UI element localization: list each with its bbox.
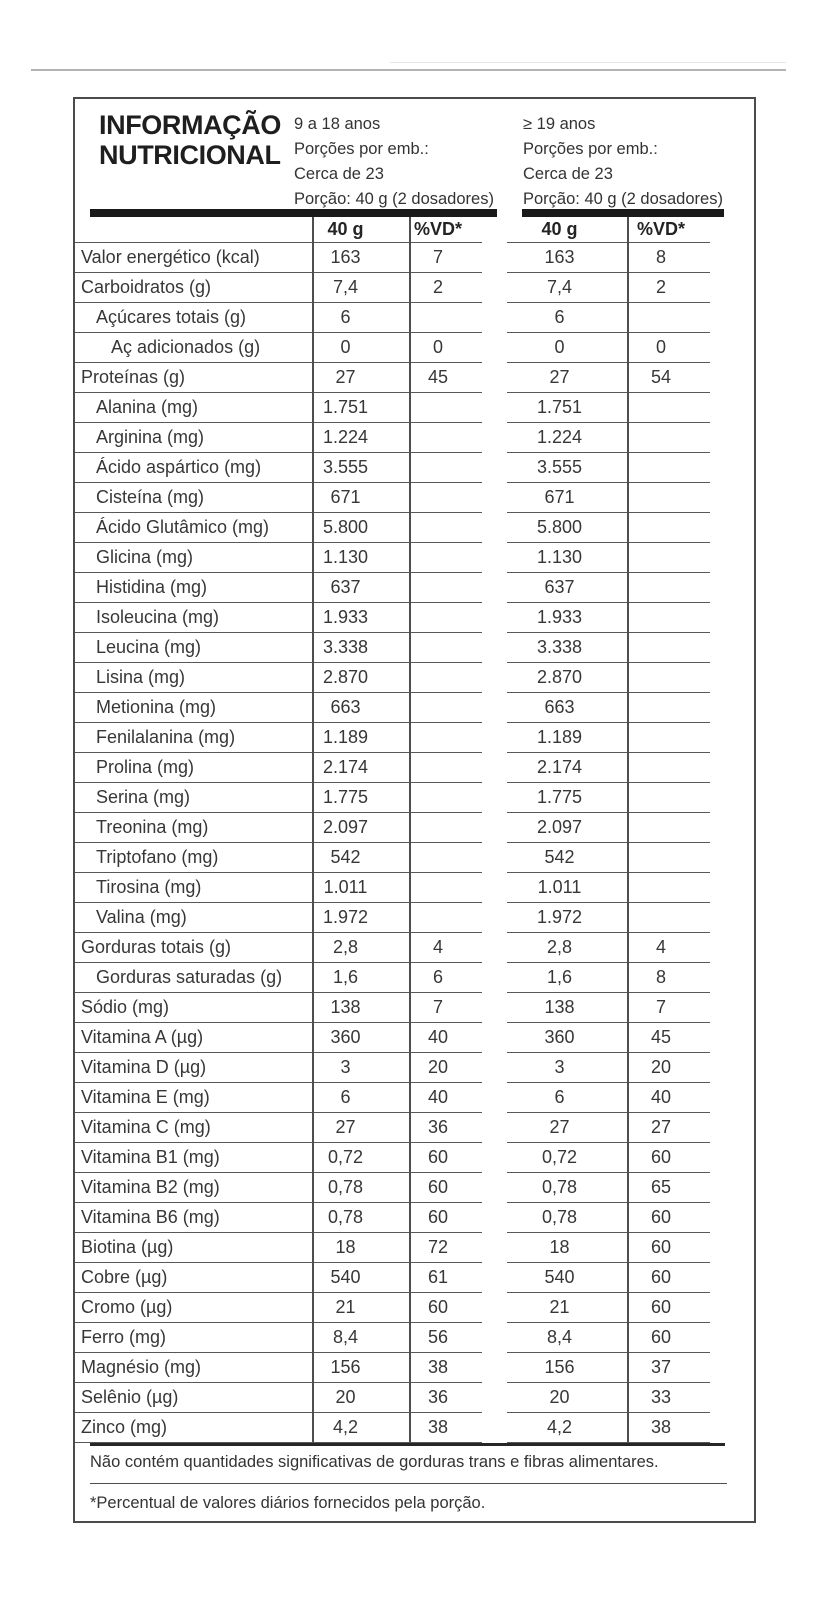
row-label: Histidina (mg) xyxy=(96,577,208,597)
table-row xyxy=(75,423,754,453)
amount-cell-a: 1.751 xyxy=(322,397,369,417)
dv-cell-a: 45 xyxy=(427,367,449,387)
table-row xyxy=(75,783,754,813)
amount-cell-b: 1.189 xyxy=(536,727,583,747)
table-row xyxy=(75,963,754,993)
amount-cell-b: 27 xyxy=(549,367,570,387)
amount-cell-a: 6 xyxy=(340,1087,351,1107)
amount-cell-a: 5.800 xyxy=(322,517,369,537)
amount-cell-a: 27 xyxy=(335,367,356,387)
serving-age-group: 9 a 18 anos xyxy=(294,115,381,133)
column-header-row xyxy=(75,217,754,243)
amount-cell-b: 0,78 xyxy=(541,1177,578,1197)
dv-cell-b: 40 xyxy=(650,1087,672,1107)
dv-cell-a: 20 xyxy=(427,1057,449,1077)
table-row xyxy=(75,303,754,333)
row-label: Vitamina A (µg) xyxy=(81,1027,204,1047)
amount-cell-a: 1,6 xyxy=(332,967,359,987)
row-label: Cisteína (mg) xyxy=(96,487,205,507)
dv-cell-b: 7 xyxy=(655,997,666,1017)
amount-cell-a: 2.097 xyxy=(322,817,369,837)
amount-cell-b: 671 xyxy=(544,487,575,507)
amount-cell-b: 6 xyxy=(554,307,565,327)
amount-cell-b: 3 xyxy=(554,1057,565,1077)
amount-cell-a: 27 xyxy=(335,1117,356,1137)
row-label: Tirosina (mg) xyxy=(96,877,202,897)
row-label: Selênio (µg) xyxy=(81,1387,179,1407)
table-row xyxy=(75,693,754,723)
table-row xyxy=(75,993,754,1023)
panel-title-line2: NUTRICIONAL xyxy=(99,140,281,170)
amount-cell-b: 1.011 xyxy=(537,877,582,897)
amount-cell-b: 21 xyxy=(549,1297,570,1317)
amount-cell-b: 5.800 xyxy=(536,517,583,537)
dv-cell-b: 60 xyxy=(650,1207,672,1227)
row-label: Ácido aspártico (mg) xyxy=(96,457,262,477)
dv-cell-b: 60 xyxy=(650,1327,672,1347)
column-header-dv-a: %VD* xyxy=(413,219,462,239)
row-label: Valor energético (kcal) xyxy=(81,247,260,267)
table-row xyxy=(75,1263,754,1293)
table-row xyxy=(75,1323,754,1353)
table-row xyxy=(75,843,754,873)
table-row xyxy=(75,513,754,543)
amount-cell-b: 1.775 xyxy=(536,787,583,807)
table-row xyxy=(75,813,754,843)
dv-cell-b: 27 xyxy=(650,1117,672,1137)
amount-cell-b: 7,4 xyxy=(546,277,573,297)
amount-cell-a: 1.130 xyxy=(322,547,369,567)
table-row xyxy=(75,873,754,903)
amount-cell-b: 4,2 xyxy=(546,1417,573,1437)
dv-cell-a: 40 xyxy=(427,1027,449,1047)
row-label: Aç adicionados (g) xyxy=(111,337,261,357)
dv-cell-b: 60 xyxy=(650,1237,672,1257)
amount-cell-b: 2.097 xyxy=(536,817,583,837)
amount-cell-b: 3.555 xyxy=(536,457,583,477)
table-row xyxy=(75,633,754,663)
row-label: Cromo (µg) xyxy=(81,1297,173,1317)
servings-per-pack-label: Porções por emb.: xyxy=(523,140,658,158)
table-row xyxy=(75,1413,754,1443)
row-label: Isoleucina (mg) xyxy=(96,607,220,627)
top-divider-faint xyxy=(390,62,786,63)
dv-cell-a: 6 xyxy=(432,967,443,987)
column-header-amount-a: 40 g xyxy=(327,219,364,239)
row-label: Serina (mg) xyxy=(96,787,191,807)
amount-cell-b: 1.933 xyxy=(536,607,583,627)
amount-cell-a: 1.933 xyxy=(322,607,369,627)
dv-cell-b: 60 xyxy=(650,1147,672,1167)
row-label: Valina (mg) xyxy=(96,907,187,927)
amount-cell-b: 2,8 xyxy=(546,937,573,957)
table-row xyxy=(75,1233,754,1263)
dv-cell-a: 7 xyxy=(432,997,443,1017)
nutrition-table xyxy=(75,217,754,1443)
table-row xyxy=(75,1053,754,1083)
amount-cell-b: 20 xyxy=(549,1387,570,1407)
table-bottom-rule xyxy=(90,1443,725,1446)
dv-cell-a: 61 xyxy=(427,1267,449,1287)
amount-cell-a: 0,78 xyxy=(327,1207,364,1227)
row-label: Triptofano (mg) xyxy=(96,847,219,867)
servings-per-pack-value: Cerca de 23 xyxy=(523,165,613,183)
table-row xyxy=(75,933,754,963)
amount-cell-b: 2.870 xyxy=(536,667,583,687)
amount-cell-a: 138 xyxy=(330,997,361,1017)
dv-cell-a: 4 xyxy=(432,937,443,957)
amount-cell-a: 663 xyxy=(330,697,361,717)
row-label: Treonina (mg) xyxy=(96,817,209,837)
amount-cell-a: 540 xyxy=(330,1267,361,1287)
table-row xyxy=(75,1083,754,1113)
dv-cell-b: 60 xyxy=(650,1297,672,1317)
amount-cell-a: 671 xyxy=(330,487,361,507)
amount-cell-b: 163 xyxy=(544,247,575,267)
amount-cell-a: 360 xyxy=(330,1027,361,1047)
amount-cell-b: 0,78 xyxy=(541,1207,578,1227)
amount-cell-a: 8,4 xyxy=(332,1327,359,1347)
amount-cell-a: 163 xyxy=(330,247,361,267)
amount-cell-b: 663 xyxy=(544,697,575,717)
amount-cell-a: 1.224 xyxy=(322,427,369,447)
dv-cell-b: 33 xyxy=(650,1387,672,1407)
dv-cell-b: 2 xyxy=(655,277,666,297)
top-divider xyxy=(31,69,786,71)
table-row xyxy=(75,903,754,933)
dv-cell-a: 60 xyxy=(427,1207,449,1227)
footnote-daily-values: *Percentual de valores diários fornecidos pela porção. xyxy=(90,1494,486,1512)
row-label: Carboidratos (g) xyxy=(81,277,212,297)
serving-info-9-18 xyxy=(294,112,494,212)
dv-cell-b: 60 xyxy=(650,1267,672,1287)
table-row xyxy=(75,543,754,573)
footnote-trans-fat: Não contém quantidades significativas de gorduras trans e fibras alimentares. xyxy=(90,1453,727,1484)
amount-cell-a: 156 xyxy=(330,1357,361,1377)
row-label: Metionina (mg) xyxy=(96,697,217,717)
row-label: Prolina (mg) xyxy=(96,757,195,777)
row-label: Sódio (mg) xyxy=(81,997,170,1017)
amount-cell-b: 1.224 xyxy=(536,427,583,447)
table-row xyxy=(75,1023,754,1053)
table-row xyxy=(75,603,754,633)
amount-cell-b: 18 xyxy=(549,1237,570,1257)
amount-cell-b: 8,4 xyxy=(546,1327,573,1347)
amount-cell-a: 2,8 xyxy=(332,937,359,957)
amount-cell-b: 3.338 xyxy=(536,637,583,657)
row-label: Ácido Glutâmico (mg) xyxy=(96,517,270,537)
amount-cell-a: 542 xyxy=(330,847,361,867)
amount-cell-a: 7,4 xyxy=(332,277,359,297)
dv-cell-b: 20 xyxy=(650,1057,672,1077)
dv-cell-a: 0 xyxy=(432,337,443,357)
row-label: Açúcares totais (g) xyxy=(96,307,247,327)
column-header-dv-b: %VD* xyxy=(636,219,685,239)
amount-cell-a: 1.189 xyxy=(322,727,369,747)
table-row xyxy=(75,483,754,513)
panel-title-line1: INFORMAÇÃO xyxy=(99,110,281,140)
table-row xyxy=(75,243,754,273)
row-label: Vitamina D (µg) xyxy=(81,1057,207,1077)
amount-cell-b: 1.130 xyxy=(536,547,583,567)
amount-cell-a: 0 xyxy=(340,337,351,357)
amount-cell-a: 2.870 xyxy=(322,667,369,687)
amount-cell-b: 0,72 xyxy=(541,1147,578,1167)
amount-cell-a: 3.338 xyxy=(322,637,369,657)
row-label: Proteínas (g) xyxy=(81,367,186,387)
dv-cell-a: 60 xyxy=(427,1147,449,1167)
row-label: Vitamina C (mg) xyxy=(81,1117,211,1137)
row-label: Leucina (mg) xyxy=(96,637,202,657)
column-divider xyxy=(409,217,411,1443)
dv-cell-b: 4 xyxy=(655,937,666,957)
dv-cell-a: 38 xyxy=(427,1417,449,1437)
dv-cell-a: 7 xyxy=(432,247,443,267)
amount-cell-b: 0 xyxy=(554,337,565,357)
row-label: Magnésio (mg) xyxy=(81,1357,202,1377)
column-header-amount-b: 40 g xyxy=(541,219,578,239)
amount-cell-b: 542 xyxy=(544,847,575,867)
row-label: Lisina (mg) xyxy=(96,667,186,687)
dv-cell-a: 36 xyxy=(427,1117,449,1137)
amount-cell-b: 2.174 xyxy=(536,757,583,777)
table-row xyxy=(75,393,754,423)
dv-cell-a: 56 xyxy=(427,1327,449,1347)
table-row xyxy=(75,1143,754,1173)
row-label: Vitamina B2 (mg) xyxy=(81,1177,220,1197)
amount-cell-b: 1,6 xyxy=(546,967,573,987)
dv-cell-b: 54 xyxy=(650,367,672,387)
table-row xyxy=(75,1173,754,1203)
dv-cell-b: 38 xyxy=(650,1417,672,1437)
table-row xyxy=(75,1353,754,1383)
row-label: Arginina (mg) xyxy=(96,427,205,447)
row-label: Fenilalanina (mg) xyxy=(96,727,236,747)
header-rule-left xyxy=(90,209,497,217)
amount-cell-b: 1.751 xyxy=(536,397,583,417)
table-row xyxy=(75,1383,754,1413)
amount-cell-a: 3 xyxy=(340,1057,351,1077)
amount-cell-b: 360 xyxy=(544,1027,575,1047)
dv-cell-a: 60 xyxy=(427,1177,449,1197)
row-label: Vitamina E (mg) xyxy=(81,1087,210,1107)
amount-cell-b: 6 xyxy=(554,1087,565,1107)
amount-cell-b: 637 xyxy=(544,577,575,597)
amount-cell-a: 637 xyxy=(330,577,361,597)
amount-cell-b: 540 xyxy=(544,1267,575,1287)
serving-size: Porção: 40 g (2 dosadores) xyxy=(523,190,723,208)
dv-cell-a: 2 xyxy=(432,277,443,297)
dv-cell-b: 45 xyxy=(650,1027,672,1047)
dv-cell-a: 60 xyxy=(427,1297,449,1317)
amount-cell-a: 0,72 xyxy=(327,1147,364,1167)
servings-per-pack-value: Cerca de 23 xyxy=(294,165,384,183)
amount-cell-a: 18 xyxy=(335,1237,356,1257)
amount-cell-a: 3.555 xyxy=(322,457,369,477)
amount-cell-a: 21 xyxy=(335,1297,356,1317)
amount-cell-b: 156 xyxy=(544,1357,575,1377)
row-label: Vitamina B1 (mg) xyxy=(81,1147,220,1167)
dv-cell-a: 36 xyxy=(427,1387,449,1407)
table-row xyxy=(75,1113,754,1143)
serving-age-group: ≥ 19 anos xyxy=(523,115,596,133)
serving-size: Porção: 40 g (2 dosadores) xyxy=(294,190,494,208)
table-row xyxy=(75,573,754,603)
dv-cell-b: 37 xyxy=(650,1357,672,1377)
row-label: Ferro (mg) xyxy=(81,1327,166,1347)
dv-cell-a: 38 xyxy=(427,1357,449,1377)
amount-cell-a: 4,2 xyxy=(332,1417,359,1437)
amount-cell-b: 1.972 xyxy=(536,907,583,927)
table-row xyxy=(75,453,754,483)
row-label: Glicina (mg) xyxy=(96,547,194,567)
servings-per-pack-label: Porções por emb.: xyxy=(294,140,429,158)
row-label: Zinco (mg) xyxy=(81,1417,168,1437)
row-label: Vitamina B6 (mg) xyxy=(81,1207,220,1227)
row-label: Gorduras totais (g) xyxy=(81,937,232,957)
amount-cell-b: 27 xyxy=(549,1117,570,1137)
amount-cell-a: 6 xyxy=(340,307,351,327)
amount-cell-b: 138 xyxy=(544,997,575,1017)
row-label: Biotina (µg) xyxy=(81,1237,174,1257)
table-row xyxy=(75,363,754,393)
amount-cell-a: 0,78 xyxy=(327,1177,364,1197)
nutrition-rows xyxy=(75,243,754,1443)
panel-title xyxy=(99,110,281,170)
table-row xyxy=(75,333,754,363)
amount-cell-a: 1.775 xyxy=(322,787,369,807)
nutrition-label xyxy=(73,97,756,1523)
column-divider xyxy=(312,217,314,1443)
amount-cell-a: 2.174 xyxy=(322,757,369,777)
row-label: Cobre (µg) xyxy=(81,1267,168,1287)
dv-cell-b: 65 xyxy=(650,1177,672,1197)
table-row xyxy=(75,723,754,753)
serving-info-19plus xyxy=(523,112,723,212)
row-label: Alanina (mg) xyxy=(96,397,199,417)
dv-cell-b: 8 xyxy=(655,247,666,267)
row-label: Gorduras saturadas (g) xyxy=(96,967,283,987)
amount-cell-a: 1.011 xyxy=(323,877,368,897)
header-rule-right xyxy=(522,209,724,217)
table-row xyxy=(75,663,754,693)
table-row xyxy=(75,1293,754,1323)
table-row xyxy=(75,753,754,783)
dv-cell-a: 40 xyxy=(427,1087,449,1107)
dv-cell-b: 0 xyxy=(655,337,666,357)
amount-cell-a: 1.972 xyxy=(322,907,369,927)
dv-cell-a: 72 xyxy=(427,1237,449,1257)
amount-cell-a: 20 xyxy=(335,1387,356,1407)
table-row xyxy=(75,1203,754,1233)
column-divider xyxy=(627,217,629,1443)
table-row xyxy=(75,273,754,303)
dv-cell-b: 8 xyxy=(655,967,666,987)
